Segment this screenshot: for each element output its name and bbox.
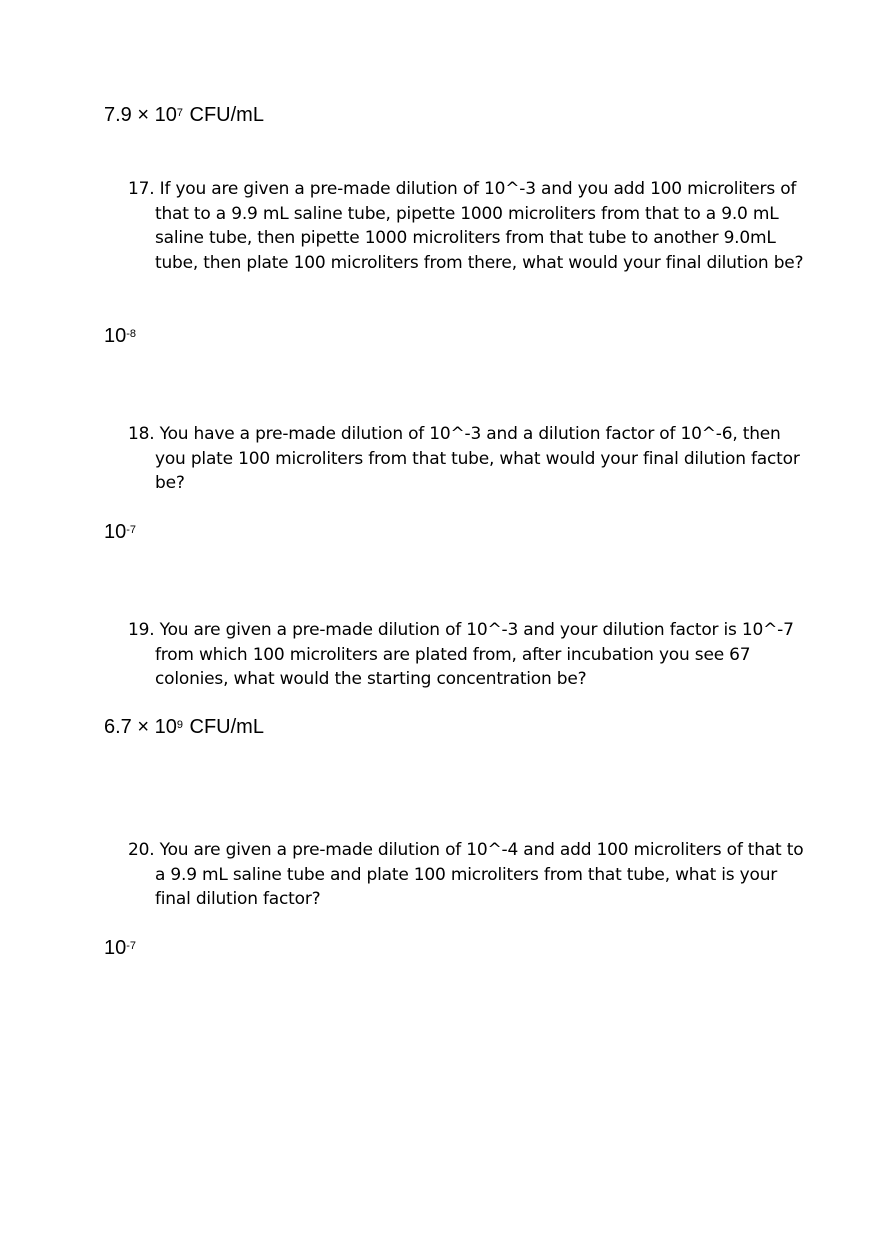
answer-unit: CFU/mL (183, 104, 264, 126)
question-19: 19. You are given a pre-made dilution of 10^-3 and your dilution factor is 10^-7 from which 100 microliters are plated from, after incubation you see 67 colonies, what would the starting concentration be? (128, 620, 794, 689)
answer-exponent: -8 (126, 328, 137, 340)
answer-exponent: 7 (176, 107, 183, 119)
answer-base: 10 (104, 325, 127, 347)
answer-exponent: -7 (126, 940, 137, 952)
question-17: 17. If you are given a pre-made dilution of 10^-3 and you add 100 microliters of that to a 9.9 mL saline tube, pipette 1000 microliters from that to a 9.0 mL saline tube, then pipette 1000 microliters from that tube to another 9.0mL tube, then plate 100 microliters from there, what would your final dilution be? (128, 179, 804, 273)
answer-exponent: 9 (176, 719, 183, 731)
answer-20 (104, 936, 137, 960)
answer-base: 10 (104, 521, 127, 543)
answer-17 (104, 324, 137, 348)
answer-base: 10 (104, 937, 127, 959)
answer-base: 6.7 × 10 (104, 716, 177, 738)
answer-exponent: -7 (126, 524, 137, 536)
answer-19 (104, 715, 264, 739)
question-20: 20. You are given a pre-made dilution of 10^-4 and add 100 microliters of that to a 9.9 mL saline tube and plate 100 microliters from that tube, what is your final dilution factor? (128, 840, 804, 909)
answer-base: 7.9 × 10 (104, 104, 177, 126)
question-18: 18. You have a pre-made dilution of 10^-3 and a dilution factor of 10^-6, then you plate 100 microliters from that tube, what would your final dilution factor be? (128, 424, 800, 493)
answer-unit: CFU/mL (183, 716, 264, 738)
answer-18 (104, 520, 137, 544)
answer-16 (104, 103, 264, 127)
